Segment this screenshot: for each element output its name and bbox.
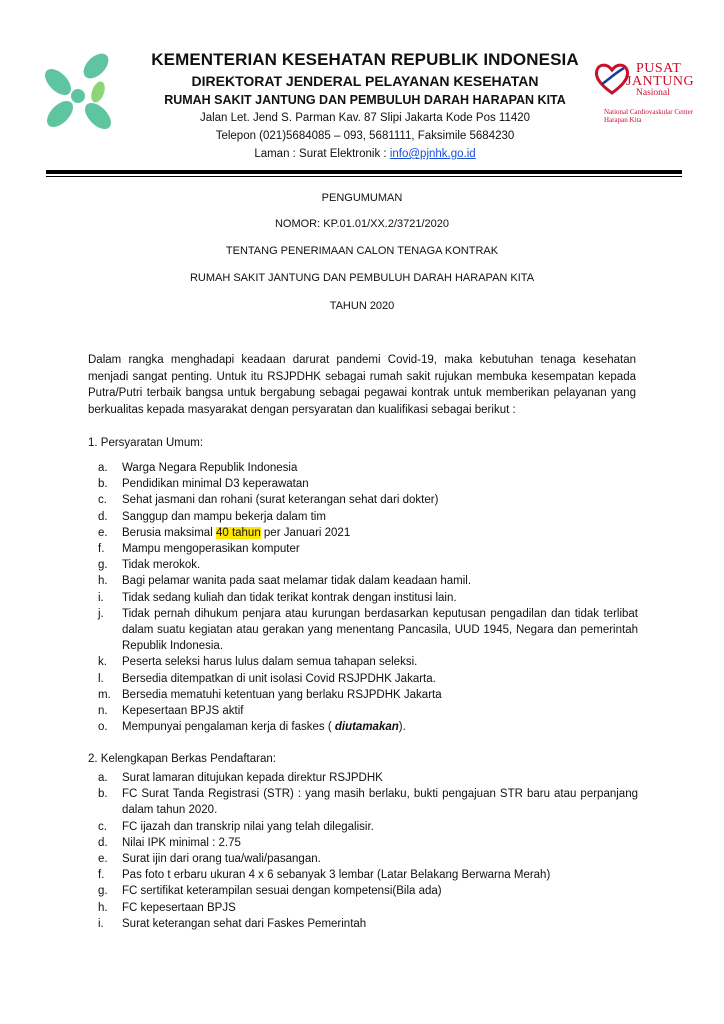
pj-title-line1: PUSAT <box>636 61 682 76</box>
item-text: Surat ijin dari orang tua/wali/pasangan. <box>122 853 321 866</box>
item-text: Warga Negara Republik Indonesia <box>122 462 298 474</box>
announcement-title: PENGUMUMAN <box>321 192 403 204</box>
item-letter: i. <box>98 591 104 604</box>
item-text: Bersedia ditempatkan di unit isolasi Covid RSJPDHK Jakarta. <box>122 672 436 685</box>
list-item <box>98 606 638 655</box>
item-letter: c. <box>98 820 107 833</box>
header-divider-thin <box>46 176 682 177</box>
kemenkes-logo-icon <box>40 52 120 138</box>
directorate-name: DIREKTORAT JENDERAL PELAYANAN KESEHATAN <box>191 73 539 89</box>
list-item <box>98 883 638 899</box>
section-heading-documents: 2. Kelengkapan Berkas Pendaftaran: <box>88 753 276 765</box>
announcement-year: TAHUN 2020 <box>329 300 395 312</box>
item-text: Pendidikan minimal D3 keperawatan <box>122 478 309 491</box>
list-item <box>98 476 638 492</box>
item-text: Bersedia mematuhi ketentuan yang berlaku RSJPDHK Jakarta <box>122 688 442 701</box>
address-line: Jalan Let. Jend S. Parman Kav. 87 Slipi Jakarta Kode Pos 11420 <box>199 112 531 124</box>
documents-list <box>98 770 638 932</box>
item-letter: i. <box>98 917 104 930</box>
item-letter: j. <box>98 607 104 620</box>
list-item <box>98 835 638 851</box>
item-text-pre: Berusia maksimal <box>122 526 216 539</box>
phone-line: Telepon (021)5684085 – 093, 5681111, Faksimile 5684230 <box>215 130 515 142</box>
list-item <box>98 590 638 606</box>
list-item <box>98 573 638 589</box>
list-item <box>98 541 638 557</box>
item-text: Pas foto t erbaru ukuran 4 x 6 sebanyak 3 lembar (Latar Belakang Berwarna Merah) <box>122 869 551 882</box>
header-divider-thick <box>46 170 682 174</box>
item-text: FC ijazah dan transkrip nilai yang telah dilegalisir. <box>122 820 374 833</box>
item-text: Bagi pelamar wanita pada saat melamar tidak dalam keadaan hamil. <box>122 575 472 588</box>
list-item <box>98 719 638 735</box>
email-link[interactable]: info@pjnhk.go.id <box>389 148 476 160</box>
pj-title <box>626 62 694 88</box>
list-item <box>98 703 638 719</box>
list-item <box>98 671 638 687</box>
pj-subtitle: Nasional <box>636 88 670 98</box>
item-text: FC sertifikat keterampilan sesuai dengan kompetensi(Bila ada) <box>122 885 442 898</box>
list-item <box>98 654 638 670</box>
item-text: FC kepesertaan BPJS <box>122 901 236 914</box>
intro-paragraph: Dalam rangka menghadapi keadaan darurat pandemi Covid-19, maka kebutuhan tenaga kesehatan menjadi sangat penting. Untuk itu RSJPDHK sebagai rumah sakit rujukan membuka kesempatan kepada Putra/Putri terbaik bangsa untuk bergabung sebagai pegawai kontrak untuk memberikan pelayanan yang berkualitas kepada masyarakat dengan persyaratan dan kualifikasi sebagai berikut : <box>88 354 636 416</box>
heart-icon <box>594 62 630 96</box>
item-letter: m. <box>98 688 111 701</box>
item-letter: a. <box>98 462 108 474</box>
item-letter: f. <box>98 543 105 556</box>
item-text-pre: Mempunyai pengalaman kerja di faskes ( <box>122 721 335 734</box>
list-item <box>98 786 638 818</box>
item-letter: f. <box>98 869 105 882</box>
list-item <box>98 687 638 703</box>
item-text: Tidak sedang kuliah dan tidak terikat kontrak dengan institusi lain. <box>122 591 457 604</box>
emphasized-text: diutamakan <box>334 721 399 734</box>
announcement-subject: TENTANG PENERIMAAN CALON TENAGA KONTRAK <box>225 245 499 257</box>
list-item <box>98 460 638 476</box>
item-text: Nilai IPK minimal : 2.75 <box>122 836 241 849</box>
web-label: Laman : Surat Elektronik : <box>254 148 390 160</box>
item-letter: e. <box>98 853 108 866</box>
announcement-hospital: RUMAH SAKIT JANTUNG DAN PEMBULUH DARAH HARAPAN KITA <box>189 272 535 284</box>
item-letter: b. <box>98 478 108 491</box>
list-item <box>98 819 638 835</box>
list-item <box>98 900 638 916</box>
pj-caption-line2: Harapan Kita <box>604 116 642 124</box>
item-text: Surat lamaran ditujukan kepada direktur RSJPDHK <box>122 772 383 784</box>
item-letter: n. <box>98 705 108 718</box>
general-requirements-list <box>98 460 638 735</box>
item-letter: o. <box>98 721 108 734</box>
item-text-post: per Januari 2021 <box>260 526 351 539</box>
item-letter: c. <box>98 494 107 507</box>
item-letter: h. <box>98 575 108 588</box>
pj-title-line2: JANTUNG <box>626 74 695 89</box>
list-item <box>98 525 638 541</box>
item-text: Kepesertaan BPJS aktif <box>122 705 244 718</box>
item-text: FC Surat Tanda Registrasi (STR) : yang masih berlaku, bukti pengajuan STR baru atau perpanjang dalam tahun 2020. <box>122 788 638 817</box>
list-item <box>98 770 638 786</box>
highlighted-age: 40 tahun <box>215 526 261 539</box>
item-letter: l. <box>98 672 104 685</box>
item-text-post: ). <box>398 721 406 734</box>
item-letter: b. <box>98 788 108 801</box>
item-text: Peserta seleksi harus lulus dalam semua tahapan seleksi. <box>122 656 418 669</box>
announcement-number: NOMOR: KP.01.01/XX.2/3721/2020 <box>274 218 450 230</box>
list-item <box>98 867 638 883</box>
item-text: Mampu mengoperasikan komputer <box>122 543 300 556</box>
item-text: Tidak merokok. <box>122 559 201 572</box>
list-item <box>98 916 638 932</box>
ministry-name: KEMENTERIAN KESEHATAN REPUBLIK INDONESIA <box>151 50 579 69</box>
item-text: Sehat jasmani dan rohani (surat keterangan sehat dari dokter) <box>122 494 439 507</box>
contact-line <box>120 148 610 160</box>
item-letter: k. <box>98 656 107 669</box>
item-text: Sanggup dan mampu bekerja dalam tim <box>122 510 326 523</box>
item-text: Surat keterangan sehat dari Faskes Pemerintah <box>122 917 367 930</box>
hospital-name: RUMAH SAKIT JANTUNG DAN PEMBULUH DARAH HARAPAN KITA <box>164 93 566 107</box>
section-heading-general-requirements: 1. Persyaratan Umum: <box>88 437 204 449</box>
pj-caption-line1: National Cardiovaskular Center <box>604 108 694 116</box>
list-item <box>98 851 638 867</box>
item-letter: h. <box>98 901 108 914</box>
item-letter: e. <box>98 526 108 539</box>
item-letter: d. <box>98 836 108 849</box>
item-letter: g. <box>98 559 108 572</box>
pusat-jantung-logo <box>594 60 714 130</box>
list-item <box>98 509 638 525</box>
item-text: Tidak pernah dihukum penjara atau kurungan berdasarkan keputusan pengadilan dan tidak terlibat dalam suatu kegiatan atau gerakan yang menentang Pancasila, UUD 1945, Negara dan pemerintah Republik Indonesia. <box>122 607 638 653</box>
item-letter: g. <box>98 885 108 898</box>
list-item <box>98 492 638 508</box>
item-letter: a. <box>98 772 108 784</box>
item-letter: d. <box>98 510 108 523</box>
list-item <box>98 557 638 573</box>
